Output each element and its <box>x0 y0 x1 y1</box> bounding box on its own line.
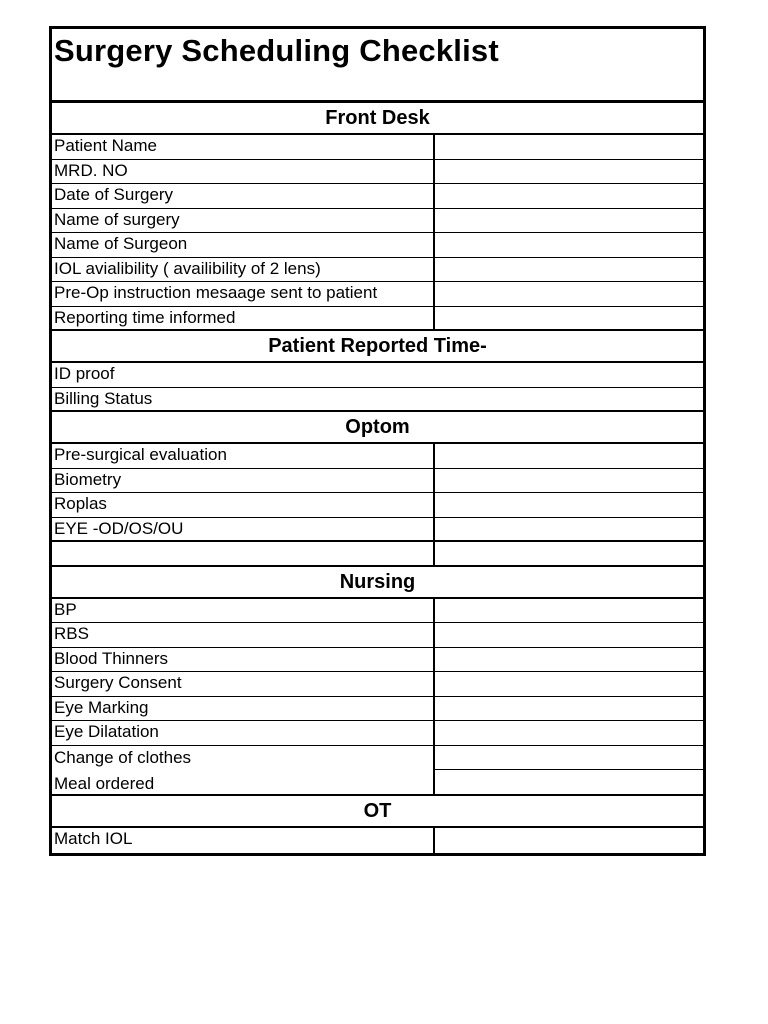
section-patient-reported: Patient Reported Time- <box>52 331 703 363</box>
row-label: Name of Surgeon <box>52 233 435 257</box>
table-row <box>52 648 703 673</box>
value-cell[interactable] <box>435 209 703 233</box>
row-label-merged <box>52 746 435 794</box>
row-label: Roplas <box>52 493 435 517</box>
table-row <box>52 599 703 624</box>
value-cell[interactable] <box>435 160 703 184</box>
row-label: Date of Surgery <box>52 184 435 208</box>
table-row <box>52 233 703 258</box>
row-label: Name of surgery <box>52 209 435 233</box>
value-cell[interactable] <box>435 828 703 853</box>
table-row <box>52 363 703 388</box>
table-row <box>52 184 703 209</box>
value-cell-group <box>435 746 703 794</box>
table-row <box>52 160 703 185</box>
row-label: Billing Status <box>54 388 153 408</box>
row-label: Reporting time informed <box>52 307 435 330</box>
table-row <box>52 672 703 697</box>
value-cell[interactable] <box>435 282 703 306</box>
row-label: BP <box>52 599 435 623</box>
table-row <box>52 469 703 494</box>
table-row <box>52 721 703 746</box>
value-cell[interactable] <box>435 518 703 541</box>
table-row <box>52 697 703 722</box>
table-row <box>52 209 703 234</box>
table-row <box>52 828 703 853</box>
row-label: ID proof <box>54 364 115 383</box>
title-row <box>52 29 703 103</box>
row-label: Pre-Op instruction mesaage sent to patient <box>52 282 435 306</box>
row-label: Biometry <box>52 469 435 493</box>
value-cell[interactable] <box>435 721 703 745</box>
row-label: Eye Marking <box>52 697 435 721</box>
value-cell[interactable] <box>435 770 703 794</box>
table-row <box>52 746 703 796</box>
row-label <box>52 542 435 565</box>
row-label: Pre-surgical evaluation <box>52 444 435 468</box>
value-cell[interactable] <box>435 493 703 517</box>
section-nursing: Nursing <box>52 567 703 599</box>
table-row <box>52 258 703 283</box>
row-label: Match IOL <box>52 828 435 853</box>
table-row <box>52 623 703 648</box>
row-label: Meal ordered <box>54 773 155 793</box>
row-label: MRD. NO <box>52 160 435 184</box>
section-ot: OT <box>52 796 703 828</box>
table-row <box>52 493 703 518</box>
table-row <box>52 388 703 413</box>
value-cell[interactable] <box>435 184 703 208</box>
value-cell[interactable] <box>435 469 703 493</box>
table-row <box>52 444 703 469</box>
row-label: EYE -OD/OS/OU <box>52 518 435 541</box>
value-cell[interactable] <box>435 444 703 468</box>
row-label: Eye Dilatation <box>52 721 435 745</box>
value-cell[interactable] <box>435 599 703 623</box>
value-cell[interactable] <box>435 623 703 647</box>
value-cell[interactable] <box>435 258 703 282</box>
value-cell[interactable] <box>435 746 703 771</box>
value-cell[interactable] <box>435 648 703 672</box>
row-label: Change of clothes <box>54 747 192 767</box>
row-label: RBS <box>52 623 435 647</box>
value-cell[interactable] <box>435 697 703 721</box>
page-title: Surgery Scheduling Checklist <box>54 33 499 68</box>
row-label: Patient Name <box>52 135 435 159</box>
table-row <box>52 282 703 307</box>
value-cell[interactable] <box>435 135 703 159</box>
value-cell[interactable] <box>435 233 703 257</box>
row-label: Surgery Consent <box>52 672 435 696</box>
table-row <box>52 135 703 160</box>
table-row <box>52 542 703 567</box>
section-front-desk: Front Desk <box>52 103 703 135</box>
value-cell[interactable] <box>435 307 703 330</box>
row-label: IOL avialibility ( availibility of 2 lens) <box>52 258 435 282</box>
checklist-sheet <box>49 26 706 856</box>
value-cell[interactable] <box>435 542 703 565</box>
section-optom: Optom <box>52 412 703 444</box>
table-row <box>52 518 703 543</box>
row-label: Blood Thinners <box>52 648 435 672</box>
value-cell[interactable] <box>435 672 703 696</box>
table-row <box>52 307 703 332</box>
